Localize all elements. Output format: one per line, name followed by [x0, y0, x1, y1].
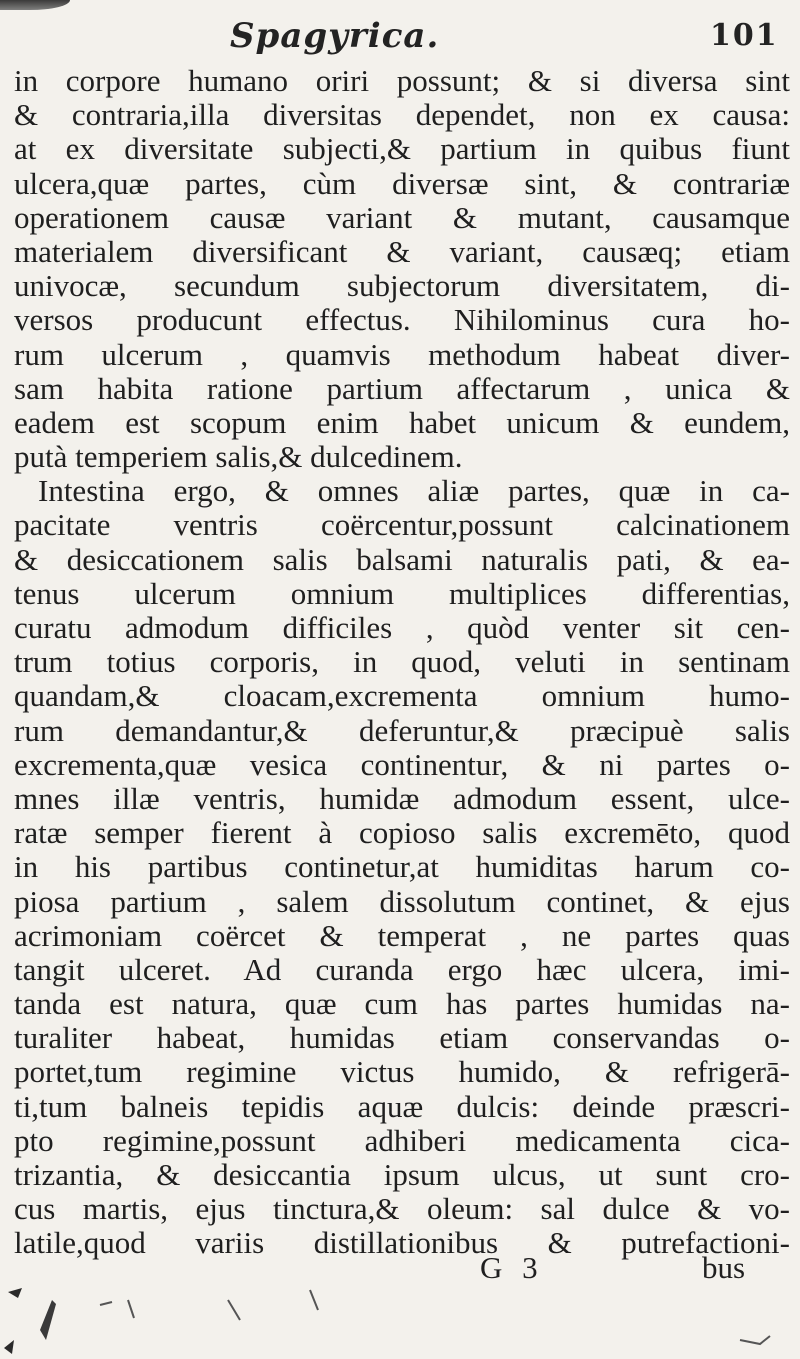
text-line: at ex diversitate subjecti,& partium in quibus fiunt	[14, 132, 790, 167]
text-line: sam habita ratione partium affectarum , unica &	[14, 371, 790, 406]
text-line: versos producunt effectus. Nihilominus cura ho-	[14, 303, 790, 338]
text-line: rum demandantur,& deferuntur,& præcipuè salis	[14, 713, 790, 748]
text-line: portet,tum regimine victus humido, & refrigerā-	[14, 1055, 790, 1090]
smudge-mark	[228, 1300, 240, 1320]
ink-stain-top-left	[0, 0, 70, 10]
text-line: tanda est natura, quæ cum has partes humidas na-	[14, 987, 790, 1022]
text-line: excrementa,quæ vesica continentur, & ni partes o-	[14, 747, 790, 782]
smudge-mark	[310, 1290, 318, 1310]
text-line: mnes illæ ventris, humidæ admodum essent, ulce-	[14, 781, 790, 816]
text-line: & contraria,illa diversitas dependet, non ex causa:	[14, 98, 790, 133]
text-line: eadem est scopum enim habet unicum & eundem,	[14, 405, 790, 440]
catchword: bus	[702, 1250, 746, 1285]
smudge-mark	[740, 1336, 770, 1344]
smudge-mark	[40, 1300, 56, 1340]
text-line: latile,quod variis distillationibus & putrefactioni-	[14, 1226, 790, 1261]
body-text	[14, 64, 790, 1261]
smudge-mark	[8, 1288, 22, 1298]
text-line: turaliter habeat, humidas etiam conservandas o-	[14, 1021, 790, 1056]
text-line: acrimoniam coërcet & temperat , ne partes quas	[14, 918, 790, 953]
bottom-smudges	[0, 1270, 800, 1359]
text-line: in corpore humano oriri possunt; & si diversa sint	[14, 64, 790, 98]
running-title: Spagyrica.	[230, 16, 440, 56]
text-line: Intestina ergo, & omnes aliæ partes, quæ in ca-	[38, 474, 790, 509]
smudge-mark	[128, 1300, 134, 1318]
text-line: univocæ, secundum subjectorum diversitatem, di-	[14, 269, 790, 304]
text-line: pto regimine,possunt adhiberi medicamenta cica-	[14, 1123, 790, 1158]
text-line: tenus ulcerum omnium multiplices differentias,	[14, 576, 790, 611]
text-line: pacitate ventris coërcentur,possunt calcinationem	[14, 508, 790, 543]
smudge-mark	[4, 1340, 14, 1354]
text-line: trum totius corporis, in quod, veluti in sentinam	[14, 645, 790, 680]
text-line: tangit ulceret. Ad curanda ergo hæc ulcera, imi-	[14, 952, 790, 987]
signature-mark: G 3	[480, 1250, 544, 1285]
text-line: ti,tum balneis tepidis aquæ dulcis: deinde præscri-	[14, 1089, 790, 1124]
page-number: 101	[710, 18, 779, 53]
text-line: ratæ semper fierent à copioso salis excremēto, quod	[14, 816, 790, 851]
smudge-mark	[100, 1302, 112, 1305]
text-line: piosa partium , salem dissolutum continet, & ejus	[14, 884, 790, 919]
text-line: putà temperiem salis,& dulcedinem.	[14, 440, 463, 475]
text-line: in his partibus continetur,at humiditas harum co-	[14, 850, 790, 885]
text-line: curatu admodum difficiles , quòd venter sit cen-	[14, 611, 790, 645]
text-line: materialem diversificant & variant, causæq; etiam	[14, 234, 790, 269]
text-line: quandam,& cloacam,excrementa omnium humo-	[14, 679, 790, 714]
text-line: & desiccationem salis balsami naturalis pati, & ea-	[14, 542, 790, 577]
running-head	[0, 16, 800, 60]
text-line: ulcera,quæ partes, cùm diversæ sint, & contrariæ	[14, 166, 790, 201]
text-line: trizantia, & desiccantia ipsum ulcus, ut sunt cro-	[14, 1158, 790, 1192]
text-line: rum ulcerum , quamvis methodum habeat diver-	[14, 337, 790, 372]
text-line: operationem causæ variant & mutant, causamque	[14, 200, 790, 235]
text-line: cus martis, ejus tinctura,& oleum: sal dulce & vo-	[14, 1192, 790, 1227]
